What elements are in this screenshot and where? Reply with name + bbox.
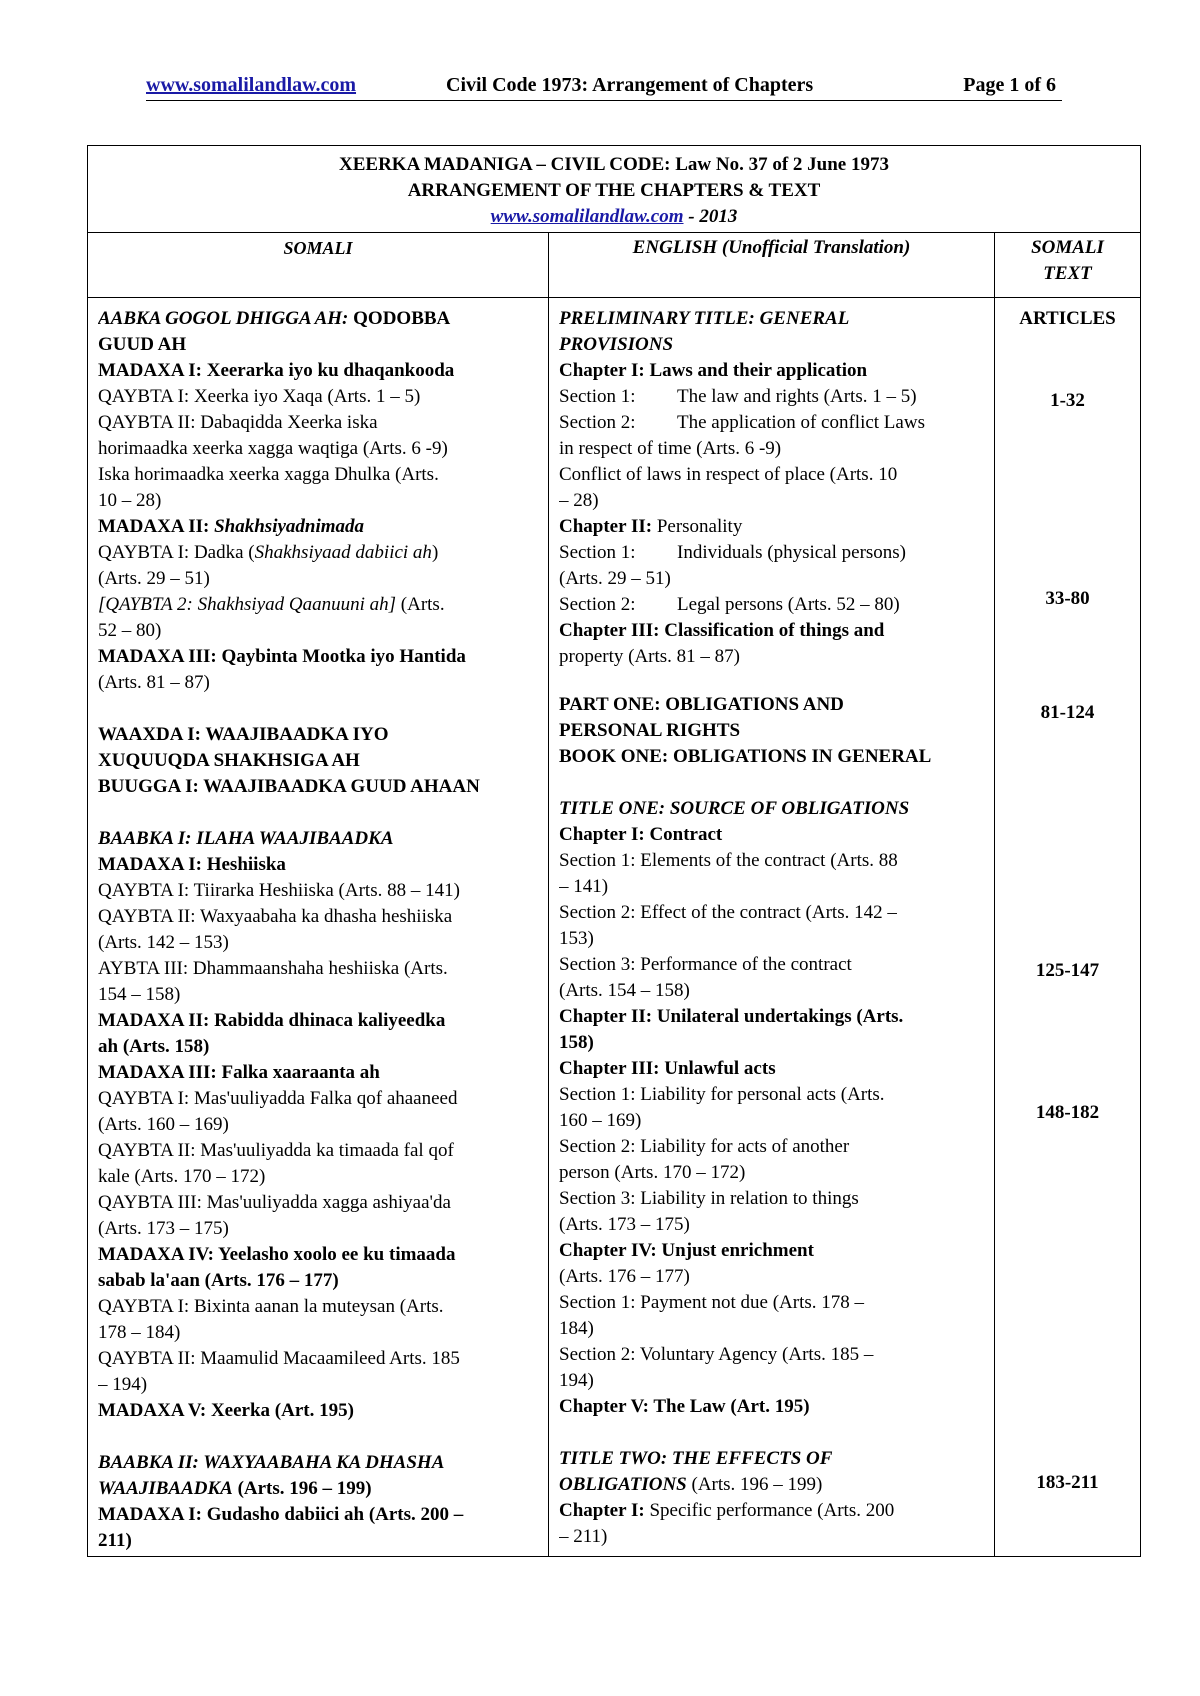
header-page-number: Page 1 of 6 xyxy=(963,74,1056,96)
chapters-table xyxy=(87,145,1141,1557)
article-range-33-80: 33-80 xyxy=(1045,588,1090,609)
article-range-148-182: 148-182 xyxy=(1035,1102,1100,1123)
article-range-125-147: 125-147 xyxy=(1035,960,1100,981)
somali-column: AABKA GOGOL DHIGGA AH: QODOBBA GUUD AH MADAXA I: Xeerarka iyo ku dhaqankooda QAYBTA I: Xeerka iyo Xaqa (Arts. 1 – 5) QAYBTA II: Dabaqidda Xeerka iska horimaadka xeerka xagga waqtiga (Arts. 6 -9) Iska horimaadka xeerka xagga Dhulka (Arts. 10 – 28) MADAXA II: Shakhsiyadnimada QAYBTA I: Dadka (Shakhsiyaad dabiici ah) (Arts. 29 – 51) [QAYBTA 2: Shakhsiyad Qaanuuni ah] (Arts. 52 – 80) MADAXA III: Qaybinta Mootka iyo Hantida (Arts. 81 – 87) WAAXDA I: WAAJIBAADKA IYO XUQUUQDA SHAKHSIGA AH BUUGGA I: WAAJIBAADKA GUUD AHAAN BAABKA I: ILAHA WAAJIBAADKA MADAXA I: Heshiiska QAYBTA I: Tiirarka Heshiiska (Arts. 88 – 141) QAYBTA II: Waxyaabaha ka dhasha heshiiska (Arts. 142 – 153) AYBTA III: Dhammaanshaha heshiiska (Arts. 154 – 158) MADAXA II: Rabidda dhinaca kaliyeedka ah (Arts. 158) MADAXA III: Falka xaaraanta ah QAYBTA I: Mas'uuliyadda Falka qof ahaaneed (Arts. 160 – 169) QAYBTA II: Mas'uuliyadda ka timaada fal qof kale (Arts. 170 – 172) QAYBTA III: Mas'uuliyadda xagga ashiyaa'da (Arts. 173 – 175) MADAXA IV: Yeelasho xoolo ee ku timaada sabab la'aan (Arts. 176 – 177) QAYBTA I: Bixinta aanan la muteysan (Arts. 178 – 184) QAYBTA II: Maamulid Macaamileed Arts. 185 – 194) MADAXA V: Xeerka (Art. 195) BAABKA II: WAXYAABAHA KA DHASHA WAAJIBAADKA (Arts. 196 – 199) MADAXA I: Gudasho dabiici ah (Arts. 200 – 211) xyxy=(88,298,549,1557)
banner-row xyxy=(88,146,1141,233)
banner-year: - 2013 xyxy=(683,206,738,227)
column-header-row xyxy=(88,233,1141,298)
english-column: PRELIMINARY TITLE: GENERAL PROVISIONS Chapter I: Laws and their application Section 1: The law and rights (Arts. 1 – 5) Section 2: The application of conflict Laws in respect of time (Arts. 6 -9) Conflict of laws in respect of place (Arts. 10 – 28) Chapter II: Personality Section 1: Individuals (physical persons) (Arts. 29 – 51) Section 2: Legal persons (Arts. 52 – 80) Chapter III: Classification of things and property (Arts. 81 – 87) PART ONE: OBLIGATIONS AND PERSONAL RIGHTS BOOK ONE: OBLIGATIONS IN GENERAL TITLE ONE: SOURCE OF OBLIGATIONS Chapter I: Contract Section 1: Elements of the contract (Arts. 88 – 141) Section 2: Effect of the contract (Arts. 142 – 153) Section 3: Performance of the contract (Arts. 154 – 158) Chapter II: Unilateral undertakings (Arts. 158) Chapter III: Unlawful acts Section 1: Liability for personal acts (Arts. 160 – 169) Section 2: Liability for acts of another person (Arts. 170 – 172) Section 3: Liability in relation to things (Arts. 173 – 175) Chapter IV: Unjust enrichment (Arts. 176 – 177) Section 1: Payment not due (Arts. 178 – 184) Section 2: Voluntary Agency (Arts. 185 – 194) Chapter V: The Law (Art. 195) TITLE TWO: THE EFFECTS OF OBLIGATIONS (Arts. 196 – 199) Chapter I: Specific performance (Arts. 200 – 211) xyxy=(549,298,995,1557)
page-header xyxy=(146,70,1062,101)
banner-cell xyxy=(88,146,1141,233)
article-range-183-211: 183-211 xyxy=(1036,1472,1099,1493)
banner-link[interactable]: www.somalilandlaw.com xyxy=(490,206,684,227)
col-header-somali-text: SOMALI TEXT xyxy=(995,233,1141,298)
col-header-english: ENGLISH (Unofficial Translation) xyxy=(549,233,995,298)
articles-column xyxy=(995,298,1141,1557)
article-range-81-124: 81-124 xyxy=(1040,702,1095,723)
col-header-somali: SOMALI xyxy=(88,233,549,298)
banner-title: XEERKA MADANIGA – CIVIL CODE: Law No. 37 of 2 June 1973 xyxy=(339,154,889,175)
articles-heading: ARTICLES xyxy=(1019,308,1116,329)
content-row xyxy=(88,298,1141,1557)
article-range-1-32: 1-32 xyxy=(1050,390,1085,411)
header-title: Civil Code 1973: Arrangement of Chapters xyxy=(446,74,814,96)
banner-subtitle: ARRANGEMENT OF THE CHAPTERS & TEXT xyxy=(407,180,821,201)
header-url-link[interactable]: www.somalilandlaw.com xyxy=(146,74,357,96)
